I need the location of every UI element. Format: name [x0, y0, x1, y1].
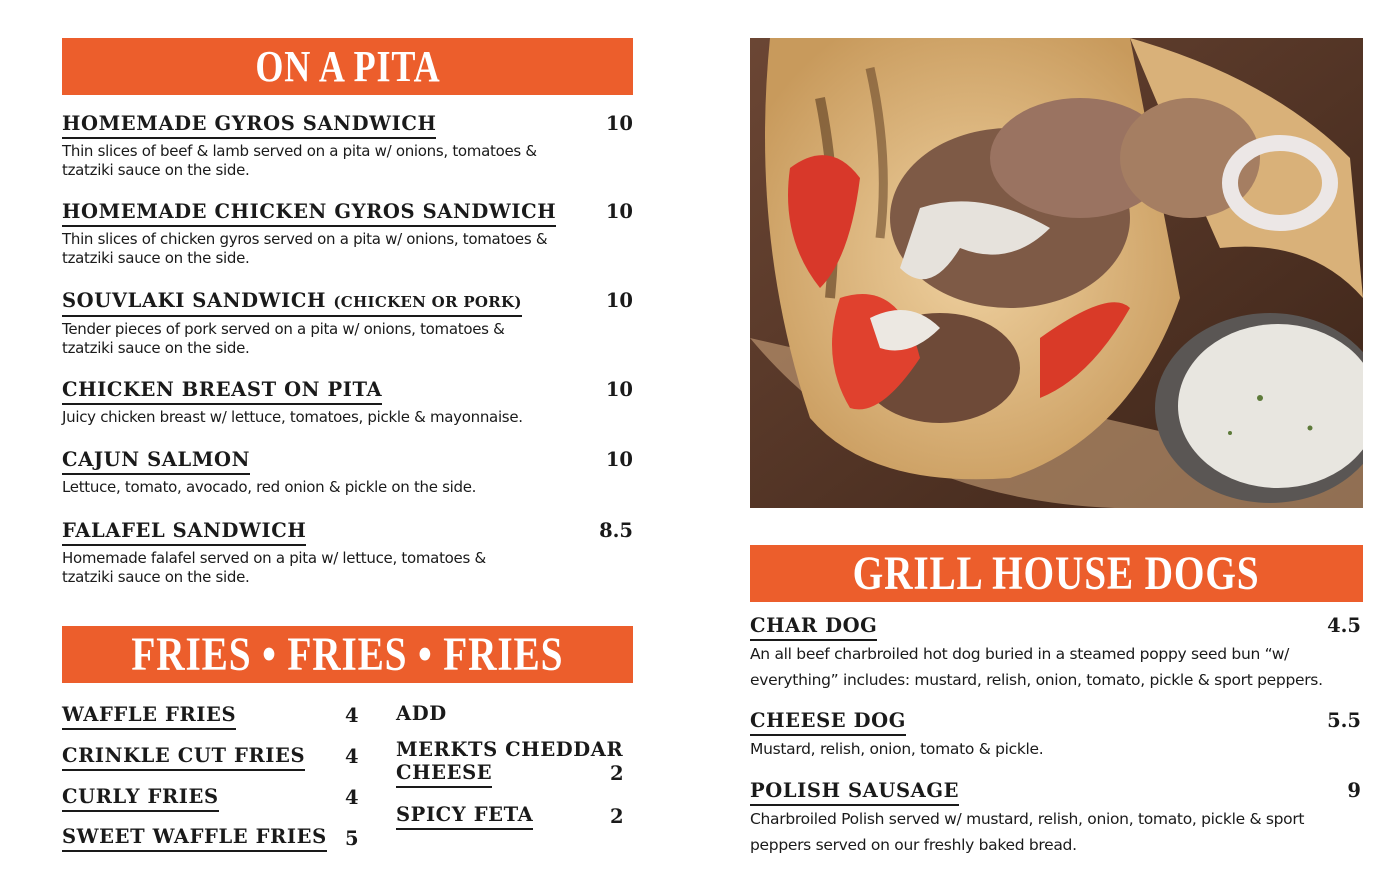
dogs-section-banner: [750, 545, 1363, 602]
fries-item-price: 4: [345, 704, 359, 727]
item-name: HOMEMADE GYROS SANDWICH: [62, 112, 436, 139]
item-price: 5.5: [1327, 709, 1361, 732]
item-description-line: tzatziki sauce on the side.: [62, 339, 250, 357]
pita-section-banner: [62, 38, 633, 95]
addon-name: SPICY FETA: [396, 803, 533, 830]
pita-item-gyros: [62, 112, 633, 180]
item-price: 8.5: [599, 519, 633, 542]
item-name: HOMEMADE CHICKEN GYROS SANDWICH: [62, 200, 556, 227]
item-price: 10: [605, 289, 633, 312]
item-description-line: An all beef charbroiled hot dog buried in a steamed poppy seed bun “w/: [750, 645, 1290, 663]
item-price: 10: [605, 200, 633, 223]
item-price: 10: [605, 448, 633, 471]
item-description-line: Homemade falafel served on a pita w/ lettuce, tomatoes &: [62, 549, 486, 567]
fries-section-title: FRIES • FRIES • FRIES: [131, 628, 564, 681]
item-name: POLISH SAUSAGE: [750, 779, 959, 806]
item-description-line: tzatziki sauce on the side.: [62, 568, 250, 586]
item-name: CHAR DOG: [750, 614, 877, 641]
item-description-line: tzatziki sauce on the side.: [62, 161, 250, 179]
item-description-line: Thin slices of chicken gyros served on a pita w/ onions, tomatoes &: [62, 230, 548, 248]
pita-item-falafel: [62, 519, 633, 587]
item-name: CHICKEN BREAST ON PITA: [62, 378, 382, 405]
item-description: [62, 320, 633, 358]
pita-section-title: ON A PITA: [254, 42, 441, 91]
item-description: [62, 142, 633, 180]
item-price: 4.5: [1327, 614, 1361, 637]
pita-item-cajun-salmon: [62, 448, 633, 497]
pita-item-souvlaki: [62, 289, 633, 358]
fries-item-price: 5: [345, 827, 359, 850]
item-description: [62, 230, 633, 268]
item-description: [62, 478, 633, 497]
fries-item-name: WAFFLE FRIES: [62, 703, 236, 730]
dogs-item-polish-sausage: [750, 779, 1361, 858]
dogs-item-cheese-dog: [750, 709, 1361, 762]
addon-price: 2: [610, 805, 624, 828]
addon-name: MERKTS CHEDDAR: [396, 738, 624, 761]
addon-price: 2: [610, 762, 624, 785]
dogs-item-char-dog: [750, 614, 1361, 693]
item-description-line: peppers served on our freshly baked bread.: [750, 836, 1077, 854]
item-price: 10: [605, 112, 633, 135]
fries-item-price: 4: [345, 786, 359, 809]
item-description-line: everything” includes: mustard, relish, onion, tomato, pickle & sport peppers.: [750, 671, 1323, 689]
item-name: CAJUN SALMON: [62, 448, 250, 475]
item-description-line: Tender pieces of pork served on a pita w/ onions, tomatoes &: [62, 320, 505, 338]
gyro-photo: [750, 38, 1363, 508]
item-description: [750, 806, 1361, 858]
fries-section-banner: [62, 626, 633, 683]
item-description: [750, 736, 1361, 762]
item-description: [62, 408, 633, 427]
addons-heading: ADD: [396, 702, 447, 725]
item-name-main: SOUVLAKI SANDWICH: [62, 289, 327, 312]
fries-item-name: SWEET WAFFLE FRIES: [62, 825, 327, 852]
pita-item-chicken-breast: [62, 378, 633, 427]
item-description: [750, 641, 1361, 693]
addon-name-continued: CHEESE: [396, 761, 492, 788]
gyro-illustration: [750, 38, 1363, 508]
item-description-line: tzatziki sauce on the side.: [62, 249, 250, 267]
fries-item-price: 4: [345, 745, 359, 768]
item-description-line: Thin slices of beef & lamb served on a pita w/ onions, tomatoes &: [62, 142, 537, 160]
item-name-option: (CHICKEN OR PORK): [333, 293, 522, 311]
dogs-section-title: GRILL HOUSE DOGS: [853, 547, 1260, 600]
item-description-line: Juicy chicken breast w/ lettuce, tomatoes, pickle & mayonnaise.: [62, 408, 523, 426]
item-description-line: Charbroiled Polish served w/ mustard, relish, onion, tomato, pickle & sport: [750, 810, 1305, 828]
item-price: 10: [605, 378, 633, 401]
item-description-line: Mustard, relish, onion, tomato & pickle.: [750, 740, 1044, 758]
item-name: CHEESE DOG: [750, 709, 906, 736]
item-description: [62, 549, 633, 587]
item-description-line: Lettuce, tomato, avocado, red onion & pickle on the side.: [62, 478, 477, 496]
pita-item-chicken-gyros: [62, 200, 633, 268]
fries-item-name: CRINKLE CUT FRIES: [62, 744, 305, 771]
item-name: [62, 289, 522, 317]
item-price: 9: [1347, 779, 1361, 802]
item-name: FALAFEL SANDWICH: [62, 519, 306, 546]
fries-item-name: CURLY FRIES: [62, 785, 219, 812]
